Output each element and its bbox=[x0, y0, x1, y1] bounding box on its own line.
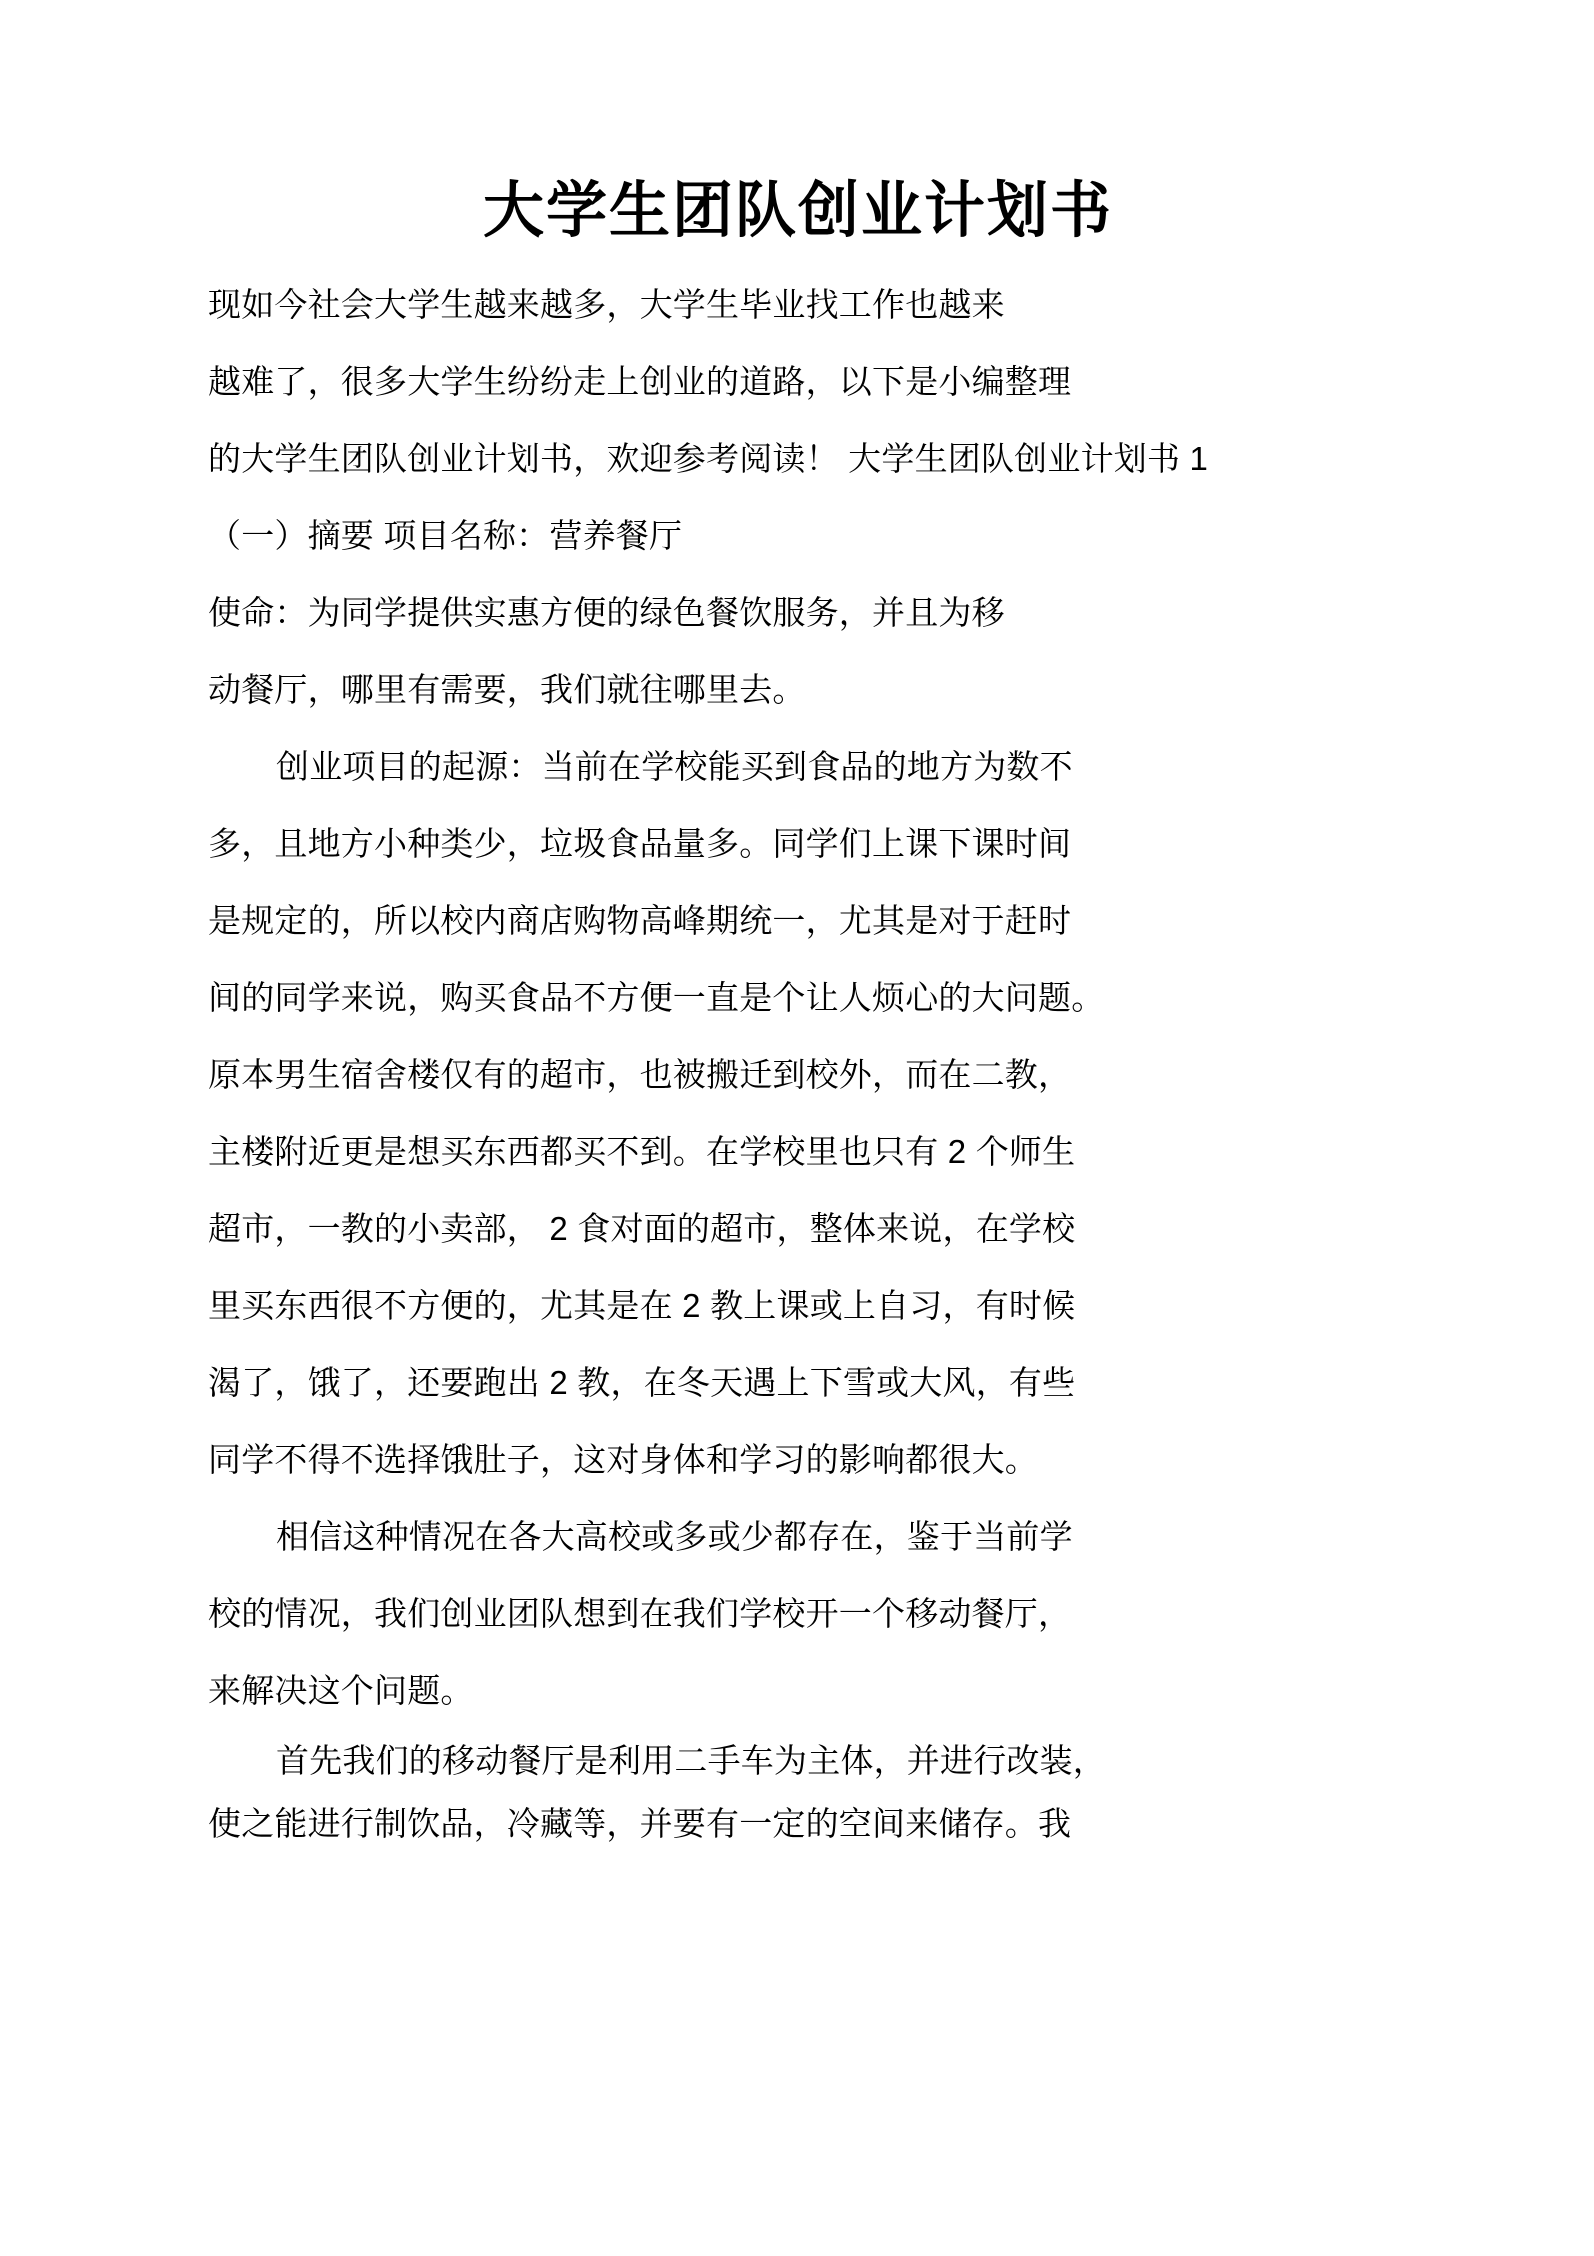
text-line: 使命：为同学提供实惠方便的绿色餐饮服务，并且为移 bbox=[208, 594, 1005, 632]
text-line: 原本男生宿舍楼仅有的超市，也被搬迁到校外，而在二教， bbox=[208, 1056, 1072, 1094]
text-line: 越难了，很多大学生纷纷走上创业的道路，以下是小编整理 bbox=[208, 363, 1072, 401]
text-line: 的大学生团队创业计划书，欢迎参考阅读！ 大学生团队创业计划书 1 bbox=[208, 440, 1209, 478]
paragraph-solution bbox=[208, 1498, 1388, 1729]
text-line: 渴了，饿了，还要跑出 2 教，在冬天遇上下雪或大风，有些 bbox=[208, 1364, 1076, 1402]
text-line: 来解决这个问题。 bbox=[208, 1672, 474, 1710]
text-line: 主楼附近更是想买东西都买不到。在学校里也只有 2 个师生 bbox=[208, 1133, 1076, 1171]
text-line: 动餐厅，哪里有需要，我们就往哪里去。 bbox=[208, 671, 806, 709]
text-line: 是规定的，所以校内商店购物高峰期统一，尤其是对于赶时 bbox=[208, 902, 1072, 940]
text-line-indented: 相信这种情况在各大高校或多或少都存在，鉴于当前学 bbox=[276, 1518, 1073, 1556]
page-title: 大学生团队创业计划书 bbox=[482, 176, 1113, 244]
document-content bbox=[208, 0, 1388, 1855]
text-line: 间的同学来说，购买食品不方便一直是个让人烦心的大问题。 bbox=[208, 979, 1105, 1017]
text-line: 超市，一教的小卖部， 2 食对面的超市，整体来说，在学校 bbox=[208, 1210, 1076, 1248]
text-line: （一）摘要 项目名称：营养餐厅 bbox=[208, 517, 683, 555]
text-line-indented: 创业项目的起源：当前在学校能买到食品的地方为数不 bbox=[276, 748, 1073, 786]
text-line: 多，且地方小种类少，垃圾食品量多。同学们上课下课时间 bbox=[208, 825, 1072, 863]
paragraph-implementation bbox=[208, 1729, 1388, 1855]
text-line: 同学不得不选择饿肚子，这对身体和学习的影响都很大。 bbox=[208, 1441, 1038, 1479]
text-line: 校的情况，我们创业团队想到在我们学校开一个移动餐厅， bbox=[208, 1595, 1072, 1633]
paragraph-origin bbox=[208, 728, 1388, 1498]
text-line-indented: 首先我们的移动餐厅是利用二手车为主体，并进行改装， bbox=[276, 1742, 1106, 1780]
paragraph-intro bbox=[208, 266, 1388, 574]
document-body bbox=[208, 266, 1388, 1855]
text-line: 使之能进行制饮品，冷藏等，并要有一定的空间来储存。我 bbox=[208, 1805, 1072, 1843]
paragraph-mission bbox=[208, 574, 1388, 728]
text-line: 现如今社会大学生越来越多，大学生毕业找工作也越来 bbox=[208, 286, 1005, 324]
text-line: 里买东西很不方便的，尤其是在 2 教上课或上自习，有时候 bbox=[208, 1287, 1076, 1325]
